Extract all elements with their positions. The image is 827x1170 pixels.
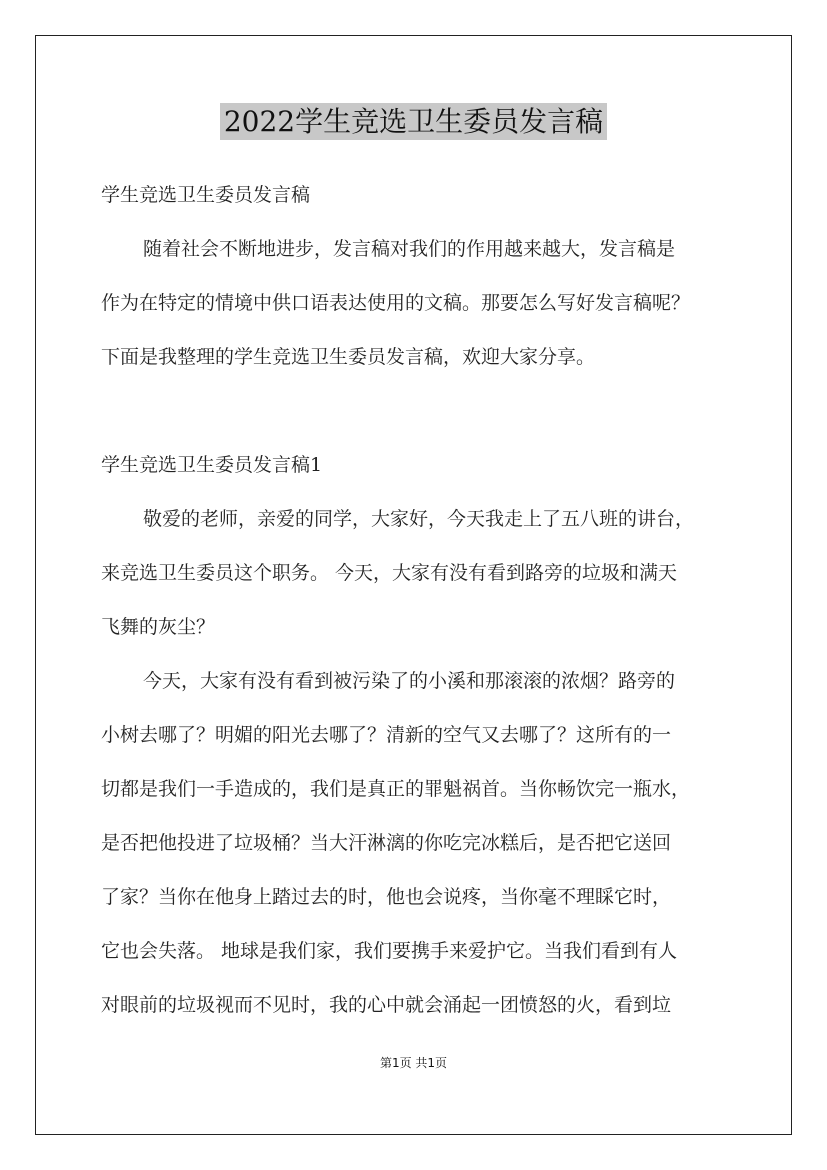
paragraph-line: 是否把他投进了垃圾桶？当大汗淋漓的你吃完冰糕后，是否把它送回 (101, 832, 672, 854)
document-body (101, 168, 727, 1032)
paragraph-line: 今天，大家有没有看到被污染了的小溪和那滚滚的浓烟？路旁的 (143, 670, 676, 692)
paragraph-line: 了家？当你在他身上踏过去的时，他也会说疼，当你毫不理睬它时， (101, 886, 672, 908)
paragraph-line: 作为在特定的情境中供口语表达使用的文稿。那要怎么写好发言稿呢？ (101, 292, 691, 314)
paragraph-gap (101, 384, 727, 438)
paragraph-line: 切都是我们一手造成的，我们是真正的罪魁祸首。当你畅饮完一瓶水， (101, 778, 691, 800)
document-title (0, 100, 827, 140)
document-title-text: 2022学生竞选卫生委员发言稿 (220, 103, 607, 140)
paragraph-line: 下面是我整理的学生竞选卫生委员发言稿，欢迎大家分享。 (101, 346, 596, 368)
paragraph-line: 小树去哪了？明媚的阳光去哪了？清新的空气又去哪了？这所有的一 (101, 724, 672, 746)
paragraph-line: 敬爱的老师，亲爱的同学，大家好，今天我走上了五八班的讲台， (143, 508, 695, 530)
paragraph-line: 对眼前的垃圾视而不见时，我的心中就会涌起一团愤怒的火，看到垃 (101, 994, 672, 1016)
paragraph-line: 来竞选卫生委员这个职务。 今天，大家有没有看到路旁的垃圾和满天 (101, 562, 678, 584)
section-heading: 学生竞选卫生委员发言稿 (101, 184, 311, 206)
page-number: 第1页 共1页 (379, 1056, 448, 1070)
paragraph-line: 它也会失落。 地球是我们家，我们要携手来爱护它。当我们看到有人 (101, 940, 678, 962)
section-heading: 学生竞选卫生委员发言稿1 (101, 454, 323, 476)
page-footer (0, 1054, 827, 1071)
paragraph-line: 飞舞的灰尘？ (101, 616, 216, 638)
paragraph-line: 随着社会不断地进步，发言稿对我们的作用越来越大，发言稿是 (143, 238, 676, 260)
